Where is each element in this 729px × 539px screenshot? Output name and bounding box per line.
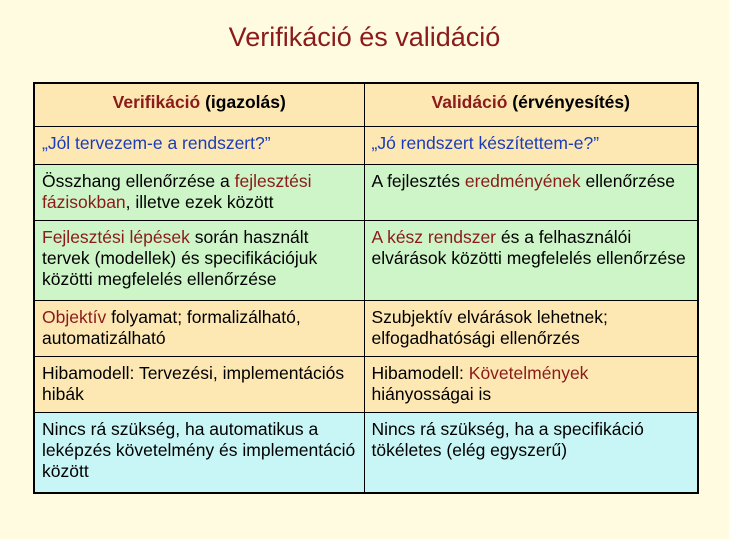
header-validation-paren: (érvényesítés) [512,92,630,112]
validation-cell [364,357,698,413]
cell-highlight: Fejlesztési lépések [42,227,190,247]
table-row [34,165,698,221]
verification-cell [34,165,364,221]
header-verification-main: Verifikáció [112,92,201,112]
verification-cell [34,221,364,301]
cell-text: és a felhasználói elvárások közötti megfelelés ellenőrzése [371,227,686,268]
header-verification [34,83,364,127]
table-row [34,357,698,413]
cell-text: ellenőrzése [580,171,676,191]
validation-cell [364,165,698,221]
validation-cell [364,301,698,357]
cell-highlight: A kész rendszer [371,227,496,247]
table-row [34,301,698,357]
cell-text: Összhang ellenőrzése a [42,171,235,191]
validation-cell [364,413,698,494]
table-row [34,127,698,165]
verification-question: „Jól tervezem-e a rendszert?” [42,133,271,153]
cell-text: Nincs rá szükség, ha a specifikáció tökéletes (elég egyszerű) [371,419,644,460]
comparison-table [33,82,699,494]
verification-cell [34,413,364,494]
table-row [34,221,698,301]
cell-text: során használt tervek (modellek) és specifikációjuk közötti megfelelés ellenőrzése [42,227,318,289]
slide-title: Verifikáció és validáció [228,22,501,52]
cell-highlight: fejlesztési fázisokban [42,171,312,212]
table-row [34,413,698,494]
table-header-row [34,83,698,127]
verification-cell [34,301,364,357]
cell-text: , illetve ezek között [125,192,274,212]
cell-text: Nincs rá szükség, ha automatikus a leképzés követelmény és implementáció között [42,419,356,481]
cell-highlight: eredményének [464,171,581,191]
header-validation [364,83,698,127]
header-verification-paren: (igazolás) [205,92,286,112]
cell-highlight: Követelmények [468,363,589,383]
cell-text: hiányosságai is [371,384,492,404]
cell-text: Hibamodell: Tervezési, implementációs hibák [42,363,345,404]
validation-cell [364,221,698,301]
validation-cell [364,127,698,165]
cell-highlight: Objektív [42,307,107,327]
cell-text: A fejlesztés [371,171,465,191]
header-validation-main: Validáció [431,92,508,112]
cell-text: Szubjektív elvárások lehetnek; elfogadhatósági ellenőrzés [371,307,608,348]
cell-text: folyamat; formalizálható, automatizálható [42,307,301,348]
verification-cell [34,127,364,165]
verification-cell [34,357,364,413]
validation-question: „Jó rendszert készítettem-e?” [371,133,600,153]
cell-text: Hibamodell: [371,363,469,383]
